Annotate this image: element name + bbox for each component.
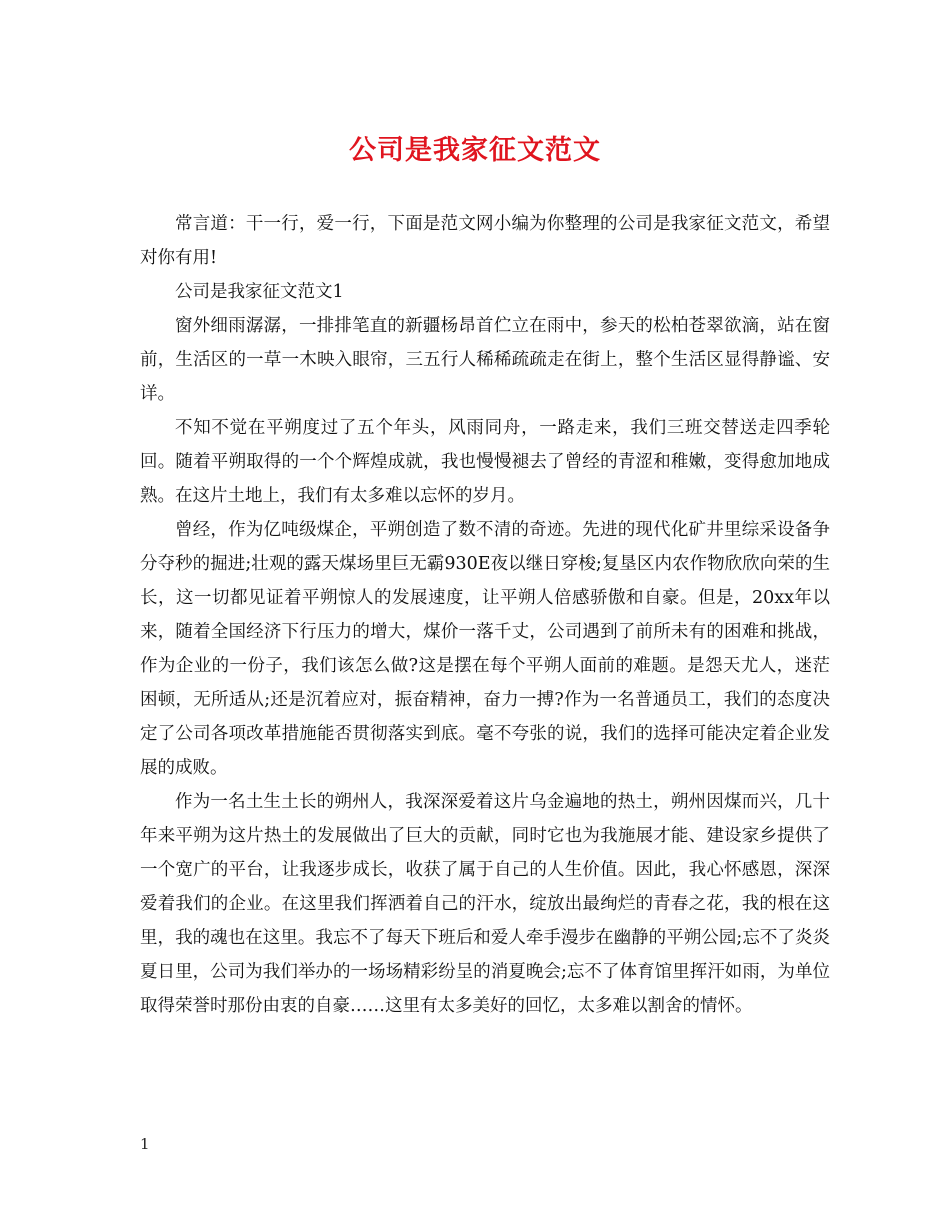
body-paragraph: 不知不觉在平朔度过了五个年头，风雨同舟，一路走来，我们三班交替送走四季轮回。随着平朔取得的一个个辉煌成就，我也慢慢褪去了曾经的青涩和稚嫩，变得愈加地成熟。在这片土地上，我们有太多难以忘怀的岁月。 — [140, 418, 830, 506]
body-paragraph: 曾经，作为亿吨级煤企，平朔创造了数不清的奇迹。先进的现代化矿井里综采设备争分夺秒的掘进;壮观的露天煤场里巨无霸930E夜以继日穿梭;复垦区内农作物欣欣向荣的生长，这一切都见证着平朔惊人的发展速度，让平朔人倍感骄傲和自豪。但是，20xx年以来，随着全国经济下行压力的增大，煤价一落千丈，公司遇到了前所未有的困难和挑战，作为企业的一份子，我们该怎么做?这是摆在每个平朔人面前的难题。是怨天尤人，迷茫困顿，无所适从;还是沉着应对，振奋精神，奋力一搏?作为一名普通员工，我们的态度决定了公司各项改革措施能否贯彻落实到底。毫不夸张的说，我们的选择可能决定着企业发展的成败。 — [140, 520, 830, 778]
document-body — [140, 207, 830, 1023]
body-paragraph: 作为一名土生土长的朔州人，我深深爱着这片乌金遍地的热土，朔州因煤而兴，几十年来平朔为这片热土的发展做出了巨大的贡献，同时它也为我施展才能、建设家乡提供了一个宽广的平台，让我逐步成长，收获了属于自己的人生价值。因此，我心怀感恩，深深爱着我们的企业。在这里我们挥洒着自己的汗水，绽放出最绚烂的青春之花，我的根在这里，我的魂也在这里。我忘不了每天下班后和爱人牵手漫步在幽静的平朔公园;忘不了炎炎夏日里，公司为我们举办的一场场精彩纷呈的消夏晚会;忘不了体育馆里挥汗如雨，为单位取得荣誉时那份由衷的自豪……这里有太多美好的回忆，太多难以割舍的情怀。 — [140, 792, 830, 1016]
section-heading: 公司是我家征文范文1 — [175, 282, 344, 302]
page-number: 1 — [140, 1135, 150, 1153]
document-title: 公司是我家征文范文 — [349, 135, 601, 166]
intro-paragraph: 常言道：干一行，爱一行，下面是范文网小编为你整理的公司是我家征文范文，希望对你有用! — [140, 214, 830, 268]
body-paragraph: 窗外细雨潺潺，一排排笔直的新疆杨昂首伫立在雨中，参天的松柏苍翠欲滴，站在窗前，生活区的一草一木映入眼帘，三五行人稀稀疏疏走在街上，整个生活区显得静谧、安详。 — [140, 316, 830, 404]
